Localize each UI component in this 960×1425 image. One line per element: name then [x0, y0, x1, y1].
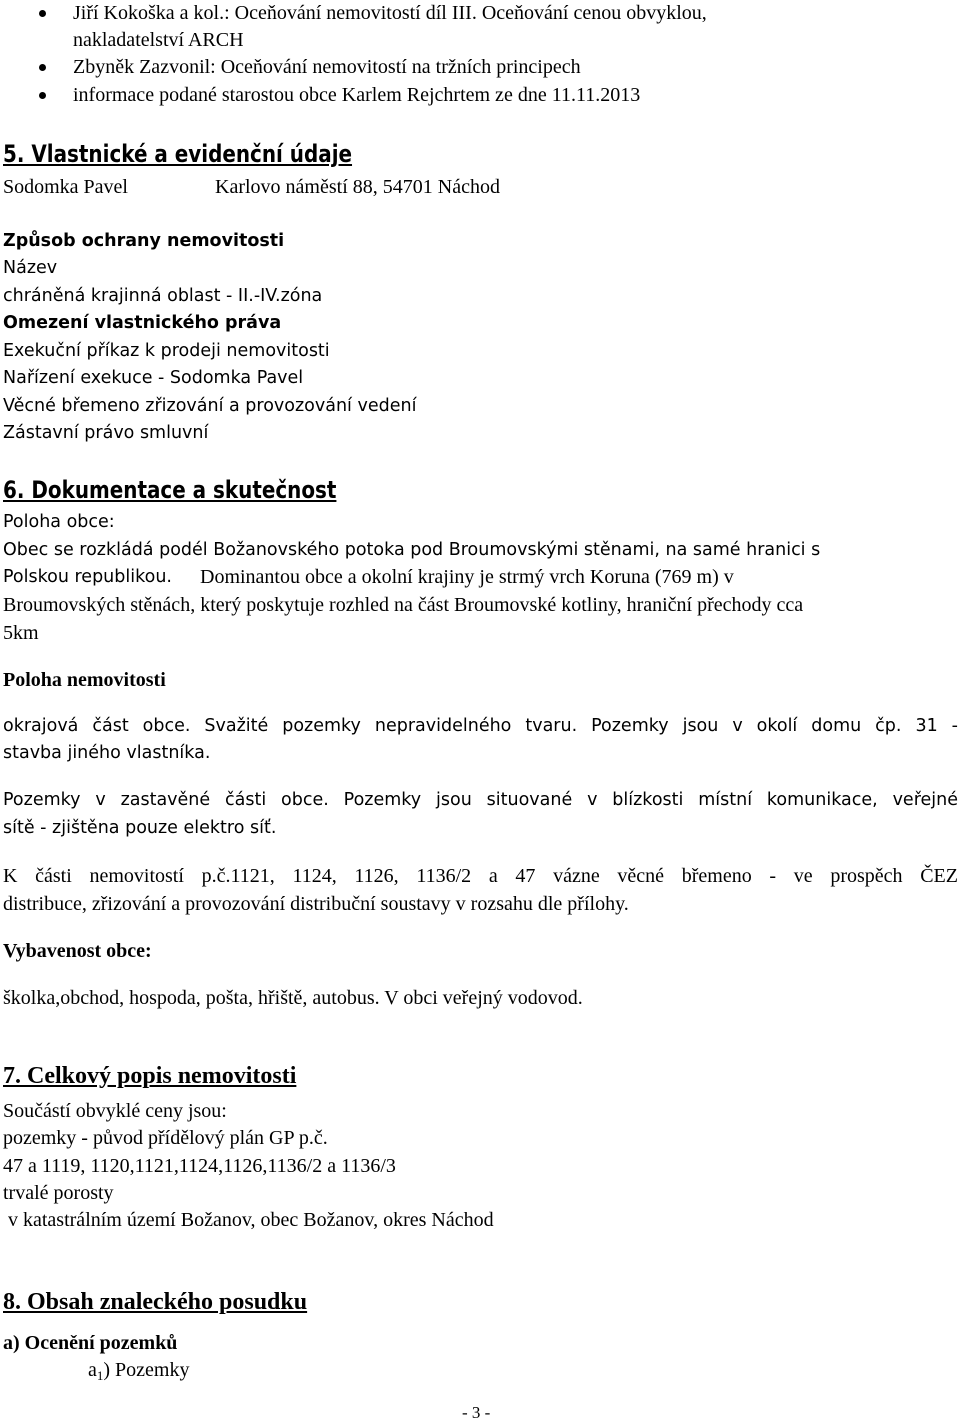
restriction-item: Věcné břemeno zřizování a provozování vedení: [3, 396, 417, 416]
paragraph-line: K části nemovitostí p.č.1121, 1124, 1126, 1136/2 a 47 vázne věcné břemeno - ve prospěch ČEZ: [3, 865, 958, 887]
land-item-label: ) Pozemky: [103, 1359, 190, 1381]
location-text: 5km: [3, 622, 39, 644]
paragraph-line: sítě - zjištěna pouze elektro síť.: [3, 818, 277, 838]
location-label: Poloha obce:: [3, 512, 115, 532]
location-text: Broumovských stěnách, který poskytuje rozhled na část Broumovské kotliny, hraniční přechody cca: [3, 594, 804, 616]
amenities-heading: Vybavenost obce:: [3, 940, 152, 962]
land-item: [88, 1360, 189, 1382]
property-location-heading: Poloha nemovitosti: [3, 669, 166, 691]
bibliography-item: informace podané starostou obce Karlem Rejchrtem ze dne 11.11.2013: [73, 84, 641, 106]
land-item-prefix: a: [88, 1359, 97, 1381]
protection-value: chráněná krajinná oblast - II.-IV.zóna: [3, 286, 323, 306]
paragraph-line: Pozemky v zastavěné části obce. Pozemky jsou situované v blízkosti místní komunikace, veřejné: [3, 790, 958, 810]
section-6-heading: 6. Dokumentace a skutečnost: [3, 476, 337, 504]
bullet-icon: [39, 92, 46, 99]
description-line: Součástí obvyklé ceny jsou:: [3, 1100, 227, 1122]
owner-address: Karlovo náměstí 88, 54701 Náchod: [215, 176, 500, 198]
page-number: - 3 -: [462, 1403, 491, 1422]
paragraph-line: stavba jiného vlastníka.: [3, 743, 211, 763]
amenities-text: školka,obchod, hospoda, pošta, hřiště, autobus. V obci veřejný vodovod.: [3, 987, 583, 1009]
owner-name: Sodomka Pavel: [3, 176, 128, 198]
location-text: Polskou republikou.: [3, 567, 172, 587]
location-text: Obec se rozkládá podél Božanovského potoka pod Broumovskými stěnami, na samé hranici s: [3, 540, 821, 560]
bibliography-item-continuation: nakladatelství ARCH: [73, 29, 244, 51]
restriction-item: Zástavní právo smluvní: [3, 423, 209, 443]
section-8-heading: 8. Obsah znaleckého posudku: [3, 1289, 308, 1315]
paragraph-line: okrajová část obce. Svažité pozemky nepravidelného tvaru. Pozemky jsou v okolí domu čp. 31 -: [3, 716, 958, 736]
description-line: trvalé porosty: [3, 1182, 114, 1204]
description-line: pozemky - původ přídělový plán GP p.č.: [3, 1127, 328, 1149]
description-line: v katastrálním území Božanov, obec Božanov, okres Náchod: [3, 1209, 494, 1231]
section-5-heading: 5. Vlastnické a evidenční údaje: [3, 140, 353, 168]
restriction-item: Exekuční příkaz k prodeji nemovitosti: [3, 341, 330, 361]
restriction-item: Nařízení exekuce - Sodomka Pavel: [3, 368, 304, 388]
bullet-icon: [39, 64, 46, 71]
section-7-heading: 7. Celkový popis nemovitosti: [3, 1063, 297, 1089]
protection-heading: Způsob ochrany nemovitosti: [3, 231, 285, 251]
protection-label: Název: [3, 258, 58, 278]
paragraph-line: distribuce, zřizování a provozování distribuční soustavy v rozsahu dle přílohy.: [3, 893, 629, 915]
section-8-subheading: a) Ocenění pozemků: [3, 1332, 178, 1354]
restriction-heading: Omezení vlastnického práva: [3, 313, 282, 333]
bullet-icon: [39, 10, 46, 17]
description-line: 47 a 1119, 1120,1121,1124,1126,1136/2 a 1136/3: [3, 1155, 396, 1177]
bibliography-item: Zbyněk Zazvonil: Oceňování nemovitostí na tržních principech: [73, 56, 581, 78]
location-text: Dominantou obce a okolní krajiny je strmý vrch Koruna (769 m) v: [200, 566, 734, 588]
land-item-subscript: 1: [96, 1368, 104, 1383]
bibliography-item: Jiří Kokoška a kol.: Oceňování nemovitostí díl III. Oceňování cenou obvyklou,: [73, 2, 707, 24]
